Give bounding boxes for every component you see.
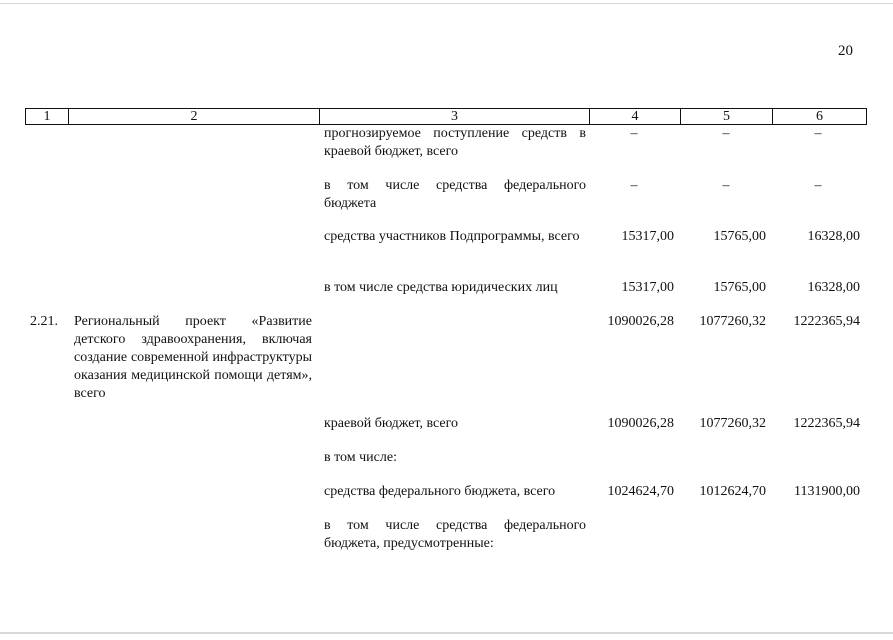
- row-6-description: краевой бюджет, всего: [324, 416, 459, 431]
- row-1-col4-dash: –: [630, 126, 638, 141]
- row-8-col4-value: 1024624,70: [607, 484, 674, 499]
- column-number-4: 4: [590, 109, 681, 125]
- scan-edge-bottom: [0, 632, 893, 634]
- row-9-description: в том числе средства федерального бюджета, предусмотренные:: [324, 518, 586, 551]
- row-2-col4-dash: –: [630, 178, 638, 193]
- row-1-col5-dash: –: [722, 126, 730, 141]
- row-4-col4-value: 15317,00: [621, 280, 674, 295]
- row-1-description: прогнозируемое поступление средств в краевой бюджет, всего: [324, 126, 586, 159]
- row-8-col5-value: 1012624,70: [699, 484, 766, 499]
- row-5-col5-value: 1077260,32: [699, 314, 766, 329]
- row-4-col5-value: 15765,00: [713, 280, 766, 295]
- row-8-col6-value: 1131900,00: [794, 484, 860, 499]
- page-number: 20: [838, 43, 853, 59]
- row-5-project-title: Региональный проект «Развитие детского здравоохранения, включая создание современной инфраструктуры оказания медицинской помощи детям», всего: [74, 314, 312, 401]
- row-3-col6-value: 16328,00: [807, 229, 860, 244]
- row-3-col4-value: 15317,00: [621, 229, 674, 244]
- row-5-col4-value: 1090026,28: [607, 314, 674, 329]
- row-5-number: 2.21.: [30, 314, 58, 329]
- column-number-3: 3: [320, 109, 590, 125]
- row-3-description: средства участников Подпрограммы, всего: [324, 229, 580, 244]
- row-2-description: в том числе средства федерального бюджета: [324, 178, 586, 211]
- row-6-col5-value: 1077260,32: [699, 416, 766, 431]
- row-2-col6-dash: –: [814, 178, 822, 193]
- column-number-2: 2: [69, 109, 320, 125]
- row-3-col5-value: 15765,00: [713, 229, 766, 244]
- column-number-6: 6: [773, 109, 867, 125]
- row-5-col6-value: 1222365,94: [793, 314, 860, 329]
- column-number-1: 1: [26, 109, 69, 125]
- row-4-col6-value: 16328,00: [807, 280, 860, 295]
- row-2-col5-dash: –: [722, 178, 730, 193]
- row-4-description: в том числе средства юридических лиц: [324, 280, 558, 295]
- row-7-description: в том числе:: [324, 450, 397, 465]
- row-1-col6-dash: –: [814, 126, 822, 141]
- row-8-description: средства федерального бюджета, всего: [324, 484, 556, 499]
- column-number-5: 5: [681, 109, 773, 125]
- row-6-col4-value: 1090026,28: [607, 416, 674, 431]
- scan-edge-top: [0, 3, 893, 4]
- row-6-col6-value: 1222365,94: [793, 416, 860, 431]
- column-number-header: [25, 108, 867, 125]
